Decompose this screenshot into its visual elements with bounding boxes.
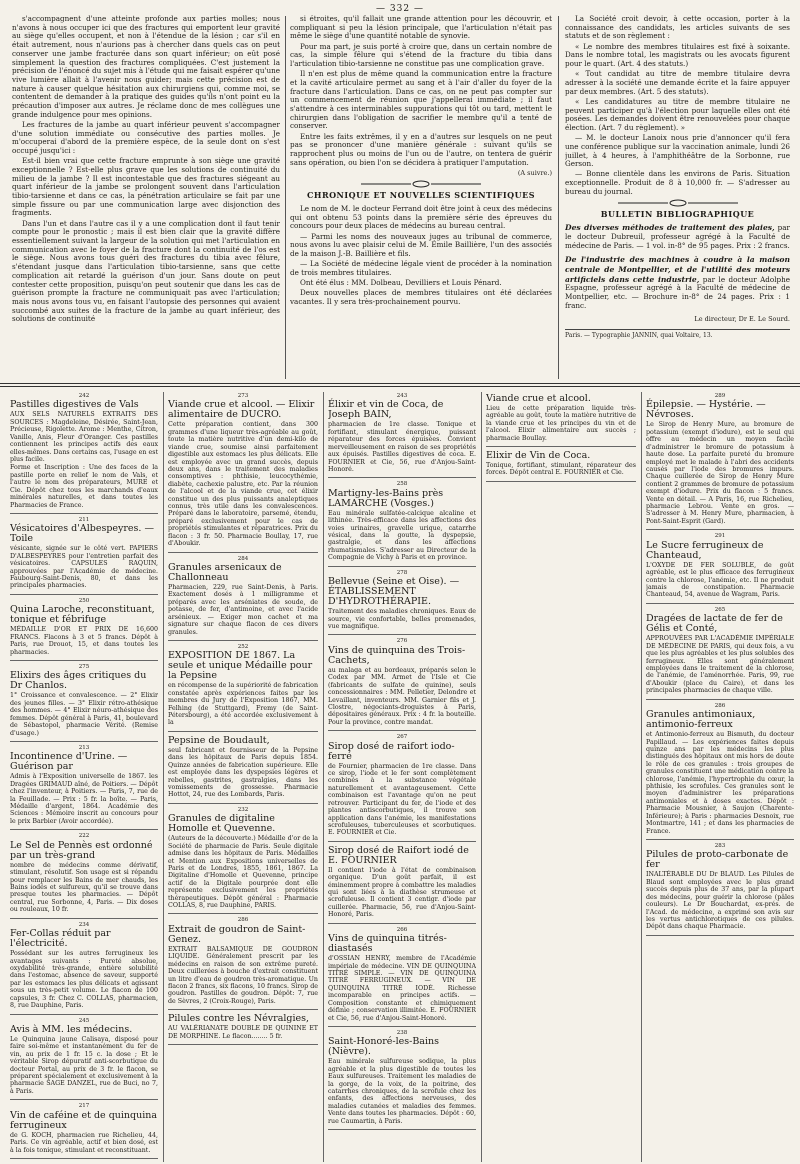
advertisement <box>10 663 158 742</box>
ad-title: Saint-Honoré-les-Bains (Nièvre). <box>328 1036 439 1058</box>
paragraph: Deux nouvelles places de membres titulaires ont été déclarées vacantes. Il y sera très-prochainement pourvu. <box>290 288 552 307</box>
article-column-3 <box>565 15 790 381</box>
ad-title: Sirop dosé de raifort iodo-ferré <box>328 740 455 762</box>
ornament-divider-icon <box>361 180 481 188</box>
ad-number: 222 <box>78 833 90 840</box>
ad-body: Le Sirop de Henry Mure, au bromure de potassium (exempt d'iodure), est le seul qui offre au médecin un moyen facile d'administrer le bromure de potassium à haute dose. La parfaite pureté du bromure employé met le malade à l'abri des accidents causés par l'iode des bromures impurs. Chaque cuillerée de Sirop de Henry Mure contient 2 grammes de bromure de potassium exempt d'iodure. Prix du flacon : 5 francs. Vente en détail. — A Paris, 16, rue Richelieu, pharmacie Lebrou. Vente en gros. — S'adresser à M. Henry Mure, pharmacien, à Pont-Saint-Esprit (Gard). <box>646 421 794 525</box>
ad-number: 273 <box>237 393 249 399</box>
ad-number: 265 <box>714 606 726 613</box>
advertisement <box>168 916 318 1010</box>
ads-column-1 <box>10 392 158 1162</box>
advertisement <box>10 597 158 661</box>
ad-title: Sirop dosé de Raifort iodé de E. FOURNIER <box>328 844 469 866</box>
book-title: De l'industrie des machines à coudre à la maison centrale de Montpellier, et de l'utilité des moteurs artificiels dans cette industrie, <box>565 255 790 284</box>
paragraph: s'accompagnent d'une atteinte profonde aux parties molles; nous n'avons à nous occuper ici que des fractures qui emportent leur gravité au siège qu'elles occupent, et non à l'étendue de la lésion ; car s'il en était autrement, nous n'aurions pas à chercher dans quels cas on peut conserver une jambe fracturée dans son quart inférieur; on eût posé simplement la question des fractures compliquées. C'est justement la précision de l'énoncé du sujet mis à l'étude qui me faisait espérer qu'une vive lumière allait à l'avenir nous guider; mais cette précision est de nature à causer quelque hésitation aux chirurgiens qui, comme moi, se contentent de demander à la pratique des guides qu'ils n'ont point eu la précaution d'imposer aux autres. Je réclame donc de mes collègues une grande indulgence pour mes opinions. <box>12 15 280 119</box>
ad-body: Admis à l'Exposition universelle de 1867. les Dragées GRIMAUD aîné, de Poitiers. — Dépôt chez l'inventeur, à Poitiers. — Paris, 7, rue de la Feuillade. — Prix : 5 fr. la boîte. — Paris, Médaille d'argent, 1864. Académie des Sciences : Mémoire inscrit au concours pour le prix Barbier (Avoir accordée). <box>10 773 158 825</box>
ad-body: AU VALÉRIANATE DOUBLE DE QUININE ET DE MORPHINE. Le flacon........ 5 fr. <box>168 1025 318 1040</box>
ad-body: seul fabricant et fournisseur de la Pepsine dans les hôpitaux de Paris depuis 1854. Quinze années de fabrication supérieure. Elle est employée dans les dyspepsies légères et rebelles, gastrites, gastralgies, dans les vomissements de grossesse. Pharmacie Hottot, 24, rue des Lombards, Paris. <box>168 746 318 799</box>
ad-body: L'OXYDE DE FER SOLUBLE, de goût agréable, est le plus efficace des ferrugineux contre la chlorose, l'anémie, etc. Il ne produit jamais de constipation. Pharmacie Chanteaud, 54, avenue de Wagram, Paris. <box>646 561 794 599</box>
advertisement <box>646 532 794 604</box>
ad-title: Martigny-les-Bains près LAMARCHE (Vosges.) <box>328 487 444 509</box>
advertisement <box>328 480 476 566</box>
paragraph: La Société croit devoir, à cette occasion, porter à la connaissance des candidats, les articles suivants de ses statuts et de son règlement : <box>565 15 790 41</box>
advertisement <box>168 806 318 915</box>
advertisement <box>10 1102 158 1159</box>
ad-number: 242 <box>78 393 90 399</box>
ad-title: Viande crue et alcool. <box>486 393 591 404</box>
paragraph: Le nom de M. le docteur Ferrand doit être joint à ceux des médecins qui ont obtenu 53 points dans la première série des épreuves du concours pour deux places de médecins au bureau central. <box>290 203 552 231</box>
ad-number: 252 <box>237 643 249 650</box>
advertisement <box>328 733 476 842</box>
advertisement <box>328 926 476 1027</box>
ad-title: Granules arsenicaux de Challonneau <box>168 562 282 584</box>
column-divider <box>163 392 164 1162</box>
ad-number: 245 <box>78 1017 90 1024</box>
advertisement <box>486 392 636 447</box>
ad-body: en récompense de la supériorité de fabrication constatée après expériences faites par les membres du Jury de l'Exposition 1867, MM. Felhing (de Stuttgard), Fremy (de Saint-Pétersbourg), a été accordée exclusivement à la <box>168 682 318 727</box>
column-divider <box>558 16 559 379</box>
ad-number: 283 <box>714 842 726 849</box>
book-details: par le docteur Adolphe Espagne, professeur agrégé à la Faculté de médecine de Montpellier, etc. — Brochure in-8° de 24 pages. Prix : 1 franc. <box>565 274 790 310</box>
ad-title: Épilepsie. — Hystérie. — Névroses. <box>646 399 766 421</box>
ads-column-5 <box>646 392 794 1162</box>
section-divider <box>0 383 800 387</box>
ad-body: Lieu de cette préparation liquide très-agréable au goût, toute la matière nutritive de la viande crue et les principes du vin et de l'alcool. Elixir alimentaire aux succès ; pharmacie Boullay. <box>486 404 636 442</box>
ad-title: Viande crue et alcool. — Elixir alimentaire de DUCRO. <box>168 399 315 421</box>
article-column-2 <box>290 15 552 381</box>
ad-body: Cette préparation contient, dans 300 grammes d'une liqueur très-agréable au goût, toute la matière nutritive d'un demi-kilo de viande crue, soumise ainsi parfaitement digestible aux estomacs les plus délicats. Elle est employée avec un grand succès, depuis deux ans, dans le traitement des maladies consomptives : phthisie, leucocythémie, diabète, cachexie palustre, etc. Par la réunion de l'alcool et de la viande crue, cet élixir constitue un des plus puissants analeptiques connus, très utile dans les convalescences. Préparé dans le laboratoire, parsemé, étendu, préparé exclusivement pour le cas de propriétés stimulantes et réparatrices. Prix du flacon : 3 fr. 50. Pharmacie Boullay, 17, rue d'Aboukir. <box>168 421 318 548</box>
advertisement <box>646 606 794 700</box>
ad-body: (Auteurs de la découverte.) Médaille d'or de la Société de pharmacie de Paris. Seule digitale admise dans les hôpitaux de Paris. Médailles et Mention aux Expositions universelles de Paris et de Londres, 1855, 1861, 1867. La Digitaline d'Homolle et Quevenne, principe actif de la Digitale pourprée dont elle représente exclusivement les propriétés thérapeutiques. Dépôt général : Pharmacie COLLAS, 8, rue Dauphine, PARIS. <box>168 835 318 910</box>
paragraph: Dans l'un et dans l'autre cas il y a une complication dont il faut tenir compte pour le pronostic ; mais il est bien clair que la gravité diffère essentiellement suivant la largeur de la solution qui met l'articulation en communication avec le foyer de la fracture dont la continuité de l'os est le siège. Nous avons tous guéri des fractures du tibia avec fêlure, s'étendant jusque dans l'articulation tibio-tarsienne, sans que cette complication ait retardé la guérison d'un jour. Sans doute on peut contester cette proposition, puisqu'on peut soutenir que dans les cas de guérison prompte la fracture ne communiquait pas avec l'articulation; mais nous avons tous vu, en faisant l'autopsie des personnes qui avaient succombé aux suites de la fracture de la jambe au quart inférieur, des solutions de continuité <box>12 218 280 324</box>
ad-title: Élixir et vin de Coca, de Joseph BAIN, <box>328 399 444 421</box>
column-divider <box>323 392 324 1162</box>
ad-title: Incontinence d'Urine. — Guérison par <box>10 751 128 773</box>
advertisement <box>10 392 158 514</box>
paragraph: — M. le docteur Lanoix nous prie d'annoncer qu'il fera une conférence publique sur la vaccination animale, lundi 26 juillet, à 4 heures, à l'amphithéâtre de la Sorbonne, rue Gerson. <box>565 133 790 169</box>
ad-title: Dragées de lactate de fer de Gélis et Conté, <box>646 613 783 635</box>
advertisement <box>10 921 158 1015</box>
ad-body: Eau minérale sulfureuse sodique, la plus agréable et la plus digestible de toutes les Eaux sulfureuses. Traitement les maladies de la gorge, de la voix, de la poitrine, des catarrhes chroniques, de la scrofule chez les enfants, des affections nerveuses, des maladies cutanées et maladies des femmes. Vente dans toutes les pharmacies. Dépôt : 60, rue Caumartin, à Paris. <box>328 1058 476 1125</box>
ad-title: Pastilles digestives de Vals <box>10 399 139 411</box>
ad-body: et Antimonio-ferreux au Bismuth, du docteur Papillaud. — Les expériences faites depuis quinze ans par les médecins les plus distingués des hôpitaux ont mis hors de doute le rôle de ces granules : trois groupes de granules constituent une médication contre la chlorose, l'anémie, l'hypertrophie du cœur, la phthisie, les scrofules. Ces granules sont le moyen d'administrer les préparations antimoniales et à doses exactes. Dépôt : Pharmacie Mousnier, à Saujon (Charente-Inférieure); à Paris : pharmacies Desnoix, rue Montmartre, 141 ; et dans les pharmacies de France. <box>646 731 794 835</box>
to-be-continued: (A suivre.) <box>517 169 552 178</box>
ad-title: Le Sel de Pennès est ordonné par un très-grand <box>10 839 153 861</box>
paragraph: Ont été élus : MM. Dolbeau, Devilliers et Louis Pénard. <box>300 278 502 288</box>
paragraph: — La Société de médecine légale vient de procéder à la nomination de trois membres titulaires. <box>290 259 552 277</box>
bibliography-item <box>565 255 790 310</box>
column-divider <box>481 392 482 1162</box>
ad-number: 232 <box>237 806 249 813</box>
paragraph: Entre les faits extrêmes, il y en a d'autres sur lesquels on ne peut pas se prononcer d'une manière générale : suivant qu'ils se rapprochent plus ou moins de l'un ou de l'autre, on tentera de guérir sans opération, ou bien l'on se décidera à pratiquer l'amputation. <box>290 131 552 167</box>
ad-body: d'OSSIAN HENRY, membre de l'Académie impériale de médecine. VIN DE QUINQUINA TITRÉ SIMPLE. — VIN DE QUINQUINA TITRÉ FERRUGINEUX. — VIN DE QUINQUINA TITRÉ IODÉ. Richesse incomparable en principes actifs. — Composition constante et chimiquement définie ; conservation illimitée. E. FOURNIER et Cie, 56, rue d'Anjou-Saint-Honoré. <box>328 955 476 1022</box>
paragraph: Il n'en est plus de même quand la communication entre la fracture et la cavité articulaire permet au sang et à l'air d'aller du foyer de la fracture dans l'articulation. Dans ce cas, on ne peut pas compter sur un commencement de réunion que j'appellerai immédiate ; il faut s'attendre à ces interminables suppurations qui tôt ou tard, mettent le chirurgien dans l'obligation de sacrifier le membre qu'il a tenté de conserver. <box>290 69 552 131</box>
advertisement <box>328 1029 476 1130</box>
ad-number: 289 <box>714 393 726 399</box>
ad-number: 211 <box>78 516 90 523</box>
ad-number: 291 <box>714 533 726 540</box>
ad-title: Le Sucre ferrugineux de Chanteaud, <box>646 539 764 561</box>
ad-body: APPROUVÉES PAR L'ACADÉMIE IMPÉRIALE DE MÉDECINE DE PARIS, qui deux fois, a vu que les plus agréables et les plus solubles des ferrugineux. Elles sont généralement employées dans le traitement de la chlorose, de l'anémie, de l'aménorrhée. Paris, 99, rue d'Aboukir (place du Caire), et dans les principales pharmacies de chaque ville. <box>646 635 794 695</box>
paragraph: — Parmi les noms des nouveaux juges au tribunal de commerce, nous avons lu avec plaisir celui de M. Émile Baillière, l'un des associés de la maison J.-B. Baillière et fils. <box>290 231 552 258</box>
advertisement <box>646 842 794 936</box>
ad-title: EXPOSITION DE 1867. La seule et unique Médaille pour la Pepsine <box>168 650 313 682</box>
ad-number: 267 <box>396 734 408 741</box>
ad-number: 284 <box>237 555 249 562</box>
ad-body: EXTRAIT BALSAMIQUE DE GOUDRON LIQUIDE. Généralement prescrit par les médecins en raison de son extrême pureté. Deux cuillerées à bouche d'extrait constituent un litre d'eau de goudron très-aromatique. Un flacon 2 francs, six flacons, 10 francs. Sirop de goudron. Pastilles de goudron. Dépôt: 7, rue de Sèvres, 2 (Croix-Rouge), Paris. <box>168 945 318 1005</box>
ad-title: Vésicatoires d'Albespeyres. — Toile <box>10 523 154 545</box>
ad-body: MÉDAILLE D'OR ET PRIX DE 16,600 FRANCS. Flacons à 3 et 5 francs. Dépôt à Paris, rue Drouot, 15, et dans toutes les pharmacies. <box>10 626 158 656</box>
bibliography-heading: BULLETIN BIBLIOGRAPHIQUE <box>600 208 755 219</box>
paragraph: Pour ma part, je suis porté à croire que, dans un certain nombre de cas, la simple fêlure qui s'étend de la fracture du tibia dans l'articulation tibio-tarsienne ne constitue pas une complication grave. <box>290 41 552 69</box>
ad-number: 286 <box>714 702 726 709</box>
ads-column-4 <box>486 392 636 1162</box>
ad-body: au malaga et au bordeaux, préparés selon le Codex par MM. Armet de l'Isle et Cie (fabricants de sulfate de quinine), seuls concessionnaires : MM. Pelletier, Delondre et Levaillant, inventeurs. MM. Garnier fils et J. Clostre, négociants-droguistes à Paris, dépositaires généraux. Prix : 4 fr. la bouteille. Pour la province, contre mandat. <box>328 666 476 726</box>
ad-number: 275 <box>78 664 90 670</box>
ad-number: 243 <box>396 393 408 399</box>
paragraph: Les fractures de la jambe au quart inférieur peuvent s'accompagner d'une solution immédiate ou consécutive des parties molles. Je m'occuperai d'abord de la première espèce, de la seule dont on s'est occupé jusqu'ici : <box>12 119 280 156</box>
ad-title: Avis à MM. les médecins. <box>10 1023 133 1035</box>
advertisement <box>486 449 636 482</box>
ad-number: 234 <box>78 921 90 928</box>
ad-number: 276 <box>396 638 408 645</box>
ad-body: AUX SELS NATURELS EXTRAITS DES SOURCES : Magdeleine, Désirée, Saint-Jean, Précieuse, Rigolette. Arome : Menthe, Citron, Vanille, Anis, Fleur d'Oranger. Ces pastilles contiennent les principes actifs des eaux elles-mêmes. Dans certains cas, l'usage en est plus facile. <box>10 411 158 463</box>
advertisement <box>646 392 794 530</box>
ad-body: pharmacien de 1re classe. Tonique et fortifiant, stimulant énergique, puissant réparateur des forces épuisées. Convient merveilleusement en raison de ses propriétés aux épuisés. Pastilles digestives de coca. E. FOURNIER et Cie, 56, rue d'Anjou-Saint-Honoré. <box>328 421 476 473</box>
article-column-1 <box>12 15 280 381</box>
paragraph: « Tout candidat au titre de membre titulaire devra adresser à la société une demande écrite et la faire appuyer par deux membres. (Art. 5 des statuts). <box>565 69 790 96</box>
ad-body: nombre de médecins comme dérivatif, stimulant, résolutif. Son usage est si répandu pour remplacer les Bains de mer chauds, les Bains iodés et sulfureux, qu'il se trouve dans presque toutes les pharmacies. — Dépôt central, rue Sorbonne, 4, Paris. — Dix doses ou rouleaux, 10 fr. <box>10 861 158 914</box>
ad-body: Pharmacien, 229, rue Saint-Denis, à Paris. Exactement dosés à 1 milligramme et préparés avec les arséniates de soude, de potasse, de fer, d'antimoine, et avec l'acide arsénieux. — Exiger mon cachet et ma signature sur chaque flacon de ces divers granules. <box>168 584 318 636</box>
editor-signature: Le directeur, Dr E. Le Sourd. <box>694 314 790 323</box>
ad-number: 258 <box>396 481 408 488</box>
chronique-heading: CHRONIQUE ET NOUVELLES SCIENTIFIQUES <box>307 190 535 201</box>
column-divider <box>285 16 286 379</box>
ad-title: Quina Laroche, reconstituant, tonique et fébrifuge <box>10 604 155 626</box>
ads-column-2 <box>168 392 318 1162</box>
advertisement <box>168 555 318 641</box>
ad-title: Vins de quinquina des Trois-Cachets, <box>328 644 466 666</box>
advertisement <box>328 392 476 478</box>
ad-number: 278 <box>396 569 408 576</box>
advertisement <box>168 734 318 804</box>
ad-body: Traitement des maladies chroniques. Eaux de source, vie confortable, belles promenades, vue magnifique. <box>328 608 476 630</box>
ads-column-3 <box>328 392 476 1162</box>
paragraph: Est-il bien vrai que cette fracture emprunte à son siège une gravité exceptionnelle ? Est-elle plus grave que les solutions de continuité du milieu de la jambe ? Il est incontestable que des fractures siégeant au quart inférieur de la jambe se prolongent souvent dans l'articulation tibio-tarsienne et dans ce cas, la pénétration articulaire se fait par une simple fissure ou par une communication large avec disjonction des fragments. <box>12 156 280 218</box>
advertisement <box>10 516 158 595</box>
ad-body: vésicante, signée sur le côté vert. PAPIERS D'ALBESPEYRES pour l'entretien parfait des vésicatoires. CAPSULES RAQUIN, approuvées par l'Académie de médecine. Faubourg-Saint-Denis, 80, et dans les principales pharmacies. <box>10 545 158 590</box>
advertisement <box>328 844 476 924</box>
ad-title: Pepsine de Boudault, <box>168 734 270 746</box>
ad-number: 286 <box>237 917 249 924</box>
ad-body: Tonique, fortifiant, stimulant, réparateur des forces. Dépôt central E. FOURNIER et Cie. <box>486 462 636 477</box>
ad-title: Vins de quinquina titrés-diastasés <box>328 933 447 955</box>
advertisement <box>646 702 794 840</box>
ad-title: Granules de digitaline Homolle et Quevenne. <box>168 813 276 835</box>
ad-title: Vin de caféine et de quinquina ferrugineux <box>10 1109 158 1131</box>
advertisement <box>168 392 318 553</box>
ad-title: Elixir de Vin de Coca. <box>486 450 591 462</box>
ad-body: Il contient l'iode à l'état de combinaison organique. D'un goût parfait, il est éminemment propre à combattre les maladies qui sont liées à la diathèse strumeuse et scrofuleuse. Il contient 3 centigr. d'iode par cuillerée. Pharmacie, 56, rue d'Anjou-Saint-Honoré, Paris. <box>328 866 476 919</box>
ad-number: 213 <box>78 744 90 751</box>
ad-body: Le Quinquina jaune Calisaya, disposé pour faire soi-même et instantanément du fer de vin, au prix de 1 fr. 15 c. la dose ; Et le véritable Sirop dépuratif anti-scorbutique du docteur Portal, au prix de 3 fr. le flacon, se préparent spécialement et exclusivement à la pharmacie SAGE DANZEL, rue de Buci, no 7, à Paris. <box>10 1035 158 1095</box>
ad-title: Granules antimoniaux, antimonio-ferreux <box>646 709 756 731</box>
ad-number: 238 <box>396 1029 408 1036</box>
advertisement <box>168 643 318 732</box>
ad-title: Extrait de goudron de Saint-Genez. <box>168 923 306 945</box>
ad-title: Bellevue (Seine et Oise). — ÉTABLISSEMENT D'HYDROTHÉRAPIE. <box>328 576 460 608</box>
ad-number: 266 <box>396 926 408 933</box>
ad-body: Eau minérale sulfatée-calcique alcaline et lithinée. Très-efficace dans les affections des voies urinaires, gravelle urique, catarrhe vésical, dans la goutte, la dyspepsie, gastralgie, et dans les affections rhumatismales. S'adresser au Directeur de la Compagnie de Vichy à Paris et en province. <box>328 509 476 562</box>
advertisement <box>10 832 158 918</box>
ad-title: Pilules contre les Névralgies, <box>168 1013 310 1025</box>
ad-body: Possédant sur les autres ferrugineux les avantages suivants : Pureté absolue, oxydabilité très-grande, entière solubilité dans l'estomac, absence de saveur, supporté par les estomacs les plus délicats et agissant sous un très-petit volume. Le flacon de 100 capsules, 3 fr. Chez C. COLLAS, pharmacien, 8, rue Dauphine, Paris. <box>10 950 158 1010</box>
book-details: par le docteur Dubreuil, professeur agrégé à la Faculté de médecine de Paris. — 1 vol. in-8° de 95 pages. Prix : 2 francs. <box>565 223 790 250</box>
ad-body: INALTÉRABLE DU Dr BLAUD. Les Pilules de Blaud sont employées avec le plus grand succès depuis plus de 37 ans, par la plupart des médecins, pour guérir la chlorose (pâles couleurs). Le Dr Bouchardat, ex-prés. de l'Acad. de médecine, a exprimé son avis sur les vertus antichlorotiques de ces pilules. Dépôt dans chaque Pharmacie. <box>646 871 794 931</box>
advertisement <box>328 637 476 731</box>
ad-body: 1° Croissance et convalescence. — 2° Elixir des jeunes filles. — 3° Elixir rétro-athésique des hommes. — 4° Elixir néuro-athésique des femmes. Dépôt général à Paris, 41, boulevard de Sébastopol, pharmacie Vérité. (Remise d'usage.) <box>10 692 158 737</box>
ad-body: de Fournier, pharmacien de 1re classe. Dans ce sirop, l'iode et le fer sont complètement combinés à la substance végétale naturellement et avantageusement. Cette combinaison est l'avantage qu'on ne peut retrouver. Participant du fer, de l'iode et des plantes antiscorbutiques, il trouve son application dans l'anémie, les manifestations scrofuleuses, tuberculeuses et scorbutiques. E. FOURNIER et Cie. <box>328 762 476 837</box>
ad-number: 217 <box>78 1103 90 1110</box>
ad-title: Fer-Collas réduit par l'électricité. <box>10 928 111 950</box>
printer-imprint: Paris. — Typographie JANNIN, quai Voltaire, 13. <box>565 329 790 339</box>
advertisement <box>10 744 158 830</box>
paragraph: si étroites, qu'il fallait une grande attention pour les découvrir, et compliquant si peu la lésion principale, que l'articulation n'était pas même le siège d'une quantité notable de synovie. <box>290 15 552 41</box>
ad-body: Forme et Inscription : Une des faces de la pastille porte en relief le nom de Vals, et l'autre le nom des préparateurs, MURE et Cie. Dépôt chez tous les marchands d'eaux minérales naturelles, et dans toutes les Pharmacies de France. <box>10 464 158 509</box>
column-divider <box>641 392 642 1162</box>
page-number: — 332 — <box>376 4 424 14</box>
ad-body: de G. KOCH, pharmacien rue Richelieu, 44, Paris. Ce vin agréable, actif et bien dosé, est à la fois tonique, stimulant et reconstituant. <box>10 1131 158 1154</box>
advertisement <box>10 1017 158 1101</box>
bibliography-item <box>565 223 790 250</box>
ad-title: Pilules de proto-carbonate de fer <box>646 849 789 871</box>
paragraph: « Le nombre des membres titulaires est fixé à soixante. Dans le nombre total, les magistrats ou les avocats figurent pour le quart. (Art. 4 des statuts.) <box>565 41 790 69</box>
ornament-divider-icon <box>618 199 738 207</box>
book-title: Des diverses méthodes de traitement des plaies, <box>565 223 775 233</box>
paragraph: — Bonne clientèle dans les environs de Paris. Situation exceptionnelle. Produit de 8 à 10,000 fr. — S'adresser au bureau du journal. <box>565 169 790 196</box>
advertisement <box>168 1012 318 1045</box>
ad-title: Elixirs des âges critiques du Dr Chanlos. <box>10 670 147 692</box>
ad-number: 250 <box>78 597 90 604</box>
advertisement <box>328 569 476 636</box>
paragraph: « Les candidatures au titre de membre titulaire ne peuvent participer qu'à l'élection pour laquelle elles ont été posées. Les demandes doivent être renouvelées pour chaque élection. (Art. 7 du règlement). » <box>565 96 790 132</box>
